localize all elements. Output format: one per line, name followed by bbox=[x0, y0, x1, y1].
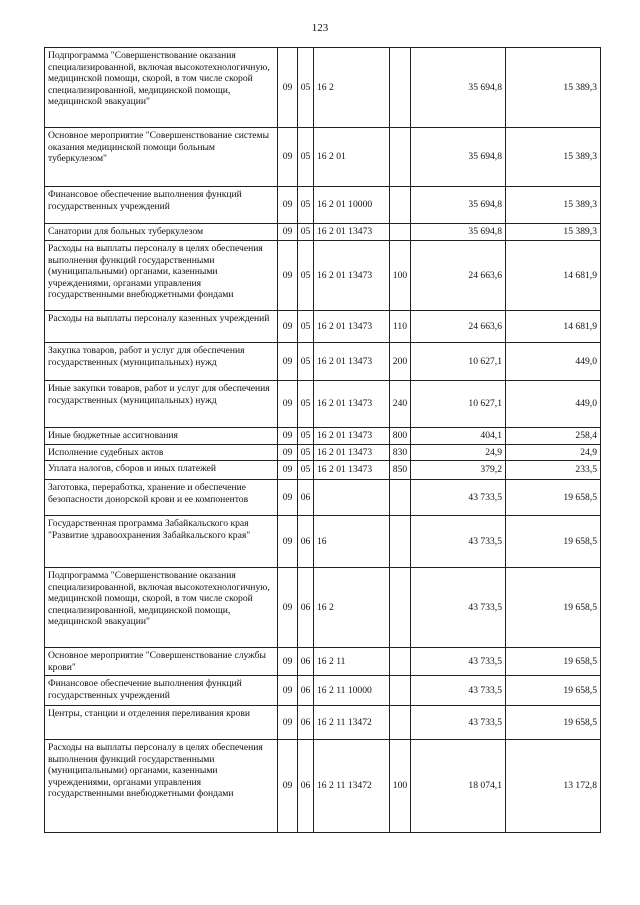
section-code: 09 bbox=[278, 444, 298, 461]
amount-executed: 19 658,5 bbox=[506, 568, 601, 648]
subsection-code: 05 bbox=[298, 343, 314, 381]
expense-type-code bbox=[390, 224, 411, 241]
table-row bbox=[45, 461, 601, 480]
subsection-code: 05 bbox=[298, 381, 314, 428]
table-row bbox=[45, 568, 601, 648]
amount-planned: 43 733,5 bbox=[411, 648, 506, 676]
target-article-code: 16 2 11 bbox=[314, 648, 390, 676]
subsection-code: 05 bbox=[298, 241, 314, 311]
target-article-code bbox=[314, 480, 390, 516]
amount-executed: 13 172,8 bbox=[506, 740, 601, 833]
amount-executed: 19 658,5 bbox=[506, 648, 601, 676]
amount-planned: 43 733,5 bbox=[411, 480, 506, 516]
amount-executed: 19 658,5 bbox=[506, 480, 601, 516]
row-name: Расходы на выплаты персоналу в целях обеспечения выполнения функций государственными (муниципальными) органами, казенными учреждениями, органами управления государственными внебюджетными фондами bbox=[45, 740, 278, 833]
budget-table bbox=[44, 47, 601, 833]
expense-type-code bbox=[390, 516, 411, 568]
subsection-code: 06 bbox=[298, 516, 314, 568]
section-code: 09 bbox=[278, 311, 298, 343]
amount-planned: 24 663,6 bbox=[411, 241, 506, 311]
subsection-code: 06 bbox=[298, 480, 314, 516]
amount-executed: 15 389,3 bbox=[506, 48, 601, 128]
expense-type-code bbox=[390, 706, 411, 740]
section-code: 09 bbox=[278, 381, 298, 428]
table-row bbox=[45, 343, 601, 381]
amount-executed: 15 389,3 bbox=[506, 128, 601, 187]
amount-executed: 15 389,3 bbox=[506, 224, 601, 241]
table-row bbox=[45, 740, 601, 833]
amount-executed: 233,5 bbox=[506, 461, 601, 480]
target-article-code: 16 2 01 13473 bbox=[314, 343, 390, 381]
row-name: Санатории для больных туберкулезом bbox=[45, 224, 278, 241]
section-code: 09 bbox=[278, 648, 298, 676]
target-article-code: 16 2 01 13473 bbox=[314, 224, 390, 241]
subsection-code: 05 bbox=[298, 224, 314, 241]
table-row bbox=[45, 187, 601, 224]
target-article-code: 16 2 11 13472 bbox=[314, 706, 390, 740]
amount-executed: 14 681,9 bbox=[506, 311, 601, 343]
row-name: Центры, станции и отделения переливания крови bbox=[45, 706, 278, 740]
target-article-code: 16 2 01 13473 bbox=[314, 381, 390, 428]
table-row bbox=[45, 706, 601, 740]
section-code: 09 bbox=[278, 128, 298, 187]
row-name: Расходы на выплаты персоналу в целях обеспечения выполнения функций государственными (муниципальными) органами, казенными учреждениями, органами управления государственными внебюджетными фондами bbox=[45, 241, 278, 311]
table-row bbox=[45, 224, 601, 241]
section-code: 09 bbox=[278, 428, 298, 445]
subsection-code: 05 bbox=[298, 48, 314, 128]
target-article-code: 16 2 bbox=[314, 48, 390, 128]
row-name: Иные бюджетные ассигнования bbox=[45, 428, 278, 445]
amount-executed: 24,9 bbox=[506, 444, 601, 461]
page-number: 123 bbox=[311, 22, 329, 34]
row-name: Подпрограмма "Совершенствование оказания специализированной, включая высокотехнологичную, медицинской помощи, скорой, в том числе скорой специализированной, медицинской помощи, медицинской эвакуации" bbox=[45, 568, 278, 648]
budget-table-body bbox=[45, 48, 601, 833]
amount-executed: 15 389,3 bbox=[506, 187, 601, 224]
section-code: 09 bbox=[278, 48, 298, 128]
target-article-code: 16 2 01 bbox=[314, 128, 390, 187]
table-row bbox=[45, 516, 601, 568]
subsection-code: 06 bbox=[298, 676, 314, 706]
section-code: 09 bbox=[278, 706, 298, 740]
amount-executed: 19 658,5 bbox=[506, 676, 601, 706]
expense-type-code bbox=[390, 568, 411, 648]
amount-planned: 43 733,5 bbox=[411, 516, 506, 568]
expense-type-code: 200 bbox=[390, 343, 411, 381]
table-row bbox=[45, 676, 601, 706]
table-row bbox=[45, 311, 601, 343]
amount-planned: 24,9 bbox=[411, 444, 506, 461]
section-code: 09 bbox=[278, 740, 298, 833]
table-row bbox=[45, 428, 601, 445]
amount-planned: 35 694,8 bbox=[411, 224, 506, 241]
row-name: Основное мероприятие "Совершенствование службы крови" bbox=[45, 648, 278, 676]
subsection-code: 05 bbox=[298, 311, 314, 343]
target-article-code: 16 2 01 13473 bbox=[314, 311, 390, 343]
expense-type-code bbox=[390, 128, 411, 187]
row-name: Расходы на выплаты персоналу казенных учреждений bbox=[45, 311, 278, 343]
target-article-code: 16 2 01 13473 bbox=[314, 461, 390, 480]
amount-planned: 43 733,5 bbox=[411, 676, 506, 706]
expense-type-code: 850 bbox=[390, 461, 411, 480]
table-row bbox=[45, 648, 601, 676]
table-row bbox=[45, 381, 601, 428]
target-article-code: 16 2 01 13473 bbox=[314, 444, 390, 461]
target-article-code: 16 2 01 10000 bbox=[314, 187, 390, 224]
section-code: 09 bbox=[278, 676, 298, 706]
target-article-code: 16 2 11 13472 bbox=[314, 740, 390, 833]
section-code: 09 bbox=[278, 568, 298, 648]
table-row bbox=[45, 241, 601, 311]
expense-type-code: 100 bbox=[390, 740, 411, 833]
row-name: Финансовое обеспечение выполнения функций государственных учреждений bbox=[45, 187, 278, 224]
subsection-code: 05 bbox=[298, 461, 314, 480]
target-article-code: 16 2 01 13473 bbox=[314, 428, 390, 445]
table-row bbox=[45, 444, 601, 461]
expense-type-code: 110 bbox=[390, 311, 411, 343]
section-code: 09 bbox=[278, 224, 298, 241]
expense-type-code bbox=[390, 187, 411, 224]
amount-executed: 258,4 bbox=[506, 428, 601, 445]
target-article-code: 16 bbox=[314, 516, 390, 568]
amount-planned: 35 694,8 bbox=[411, 187, 506, 224]
amount-planned: 35 694,8 bbox=[411, 48, 506, 128]
amount-planned: 404,1 bbox=[411, 428, 506, 445]
subsection-code: 05 bbox=[298, 187, 314, 224]
amount-planned: 24 663,6 bbox=[411, 311, 506, 343]
row-name: Уплата налогов, сборов и иных платежей bbox=[45, 461, 278, 480]
amount-planned: 43 733,5 bbox=[411, 706, 506, 740]
amount-planned: 10 627,1 bbox=[411, 381, 506, 428]
expense-type-code: 100 bbox=[390, 241, 411, 311]
amount-planned: 10 627,1 bbox=[411, 343, 506, 381]
expense-type-code bbox=[390, 480, 411, 516]
subsection-code: 05 bbox=[298, 128, 314, 187]
row-name: Заготовка, переработка, хранение и обеспечение безопасности донорской крови и ее компонентов bbox=[45, 480, 278, 516]
section-code: 09 bbox=[278, 480, 298, 516]
amount-planned: 35 694,8 bbox=[411, 128, 506, 187]
table-row bbox=[45, 48, 601, 128]
amount-executed: 449,0 bbox=[506, 381, 601, 428]
section-code: 09 bbox=[278, 343, 298, 381]
section-code: 09 bbox=[278, 187, 298, 224]
subsection-code: 06 bbox=[298, 740, 314, 833]
amount-executed: 19 658,5 bbox=[506, 516, 601, 568]
section-code: 09 bbox=[278, 461, 298, 480]
expense-type-code: 800 bbox=[390, 428, 411, 445]
target-article-code: 16 2 11 10000 bbox=[314, 676, 390, 706]
subsection-code: 06 bbox=[298, 648, 314, 676]
row-name: Иные закупки товаров, работ и услуг для обеспечения государственных (муниципальных) нужд bbox=[45, 381, 278, 428]
target-article-code: 16 2 01 13473 bbox=[314, 241, 390, 311]
expense-type-code: 240 bbox=[390, 381, 411, 428]
amount-planned: 18 074,1 bbox=[411, 740, 506, 833]
amount-executed: 14 681,9 bbox=[506, 241, 601, 311]
row-name: Подпрограмма "Совершенствование оказания специализированной, включая высокотехнологичную, медицинской помощи, скорой, в том числе скорой специализированной, медицинской помощи, медицинской эвакуации" bbox=[45, 48, 278, 128]
expense-type-code: 830 bbox=[390, 444, 411, 461]
subsection-code: 05 bbox=[298, 428, 314, 445]
row-name: Финансовое обеспечение выполнения функций государственных учреждений bbox=[45, 676, 278, 706]
amount-planned: 43 733,5 bbox=[411, 568, 506, 648]
target-article-code: 16 2 bbox=[314, 568, 390, 648]
row-name: Государственная программа Забайкальского края "Развитие здравоохранения Забайкальского края" bbox=[45, 516, 278, 568]
amount-planned: 379,2 bbox=[411, 461, 506, 480]
subsection-code: 06 bbox=[298, 568, 314, 648]
expense-type-code bbox=[390, 48, 411, 128]
table-row bbox=[45, 480, 601, 516]
expense-type-code bbox=[390, 676, 411, 706]
amount-executed: 19 658,5 bbox=[506, 706, 601, 740]
subsection-code: 05 bbox=[298, 444, 314, 461]
section-code: 09 bbox=[278, 516, 298, 568]
subsection-code: 06 bbox=[298, 706, 314, 740]
row-name: Основное мероприятие "Совершенствование системы оказания медицинской помощи больным туберкулезом" bbox=[45, 128, 278, 187]
section-code: 09 bbox=[278, 241, 298, 311]
expense-type-code bbox=[390, 648, 411, 676]
row-name: Закупка товаров, работ и услуг для обеспечения государственных (муниципальных) нужд bbox=[45, 343, 278, 381]
row-name: Исполнение судебных актов bbox=[45, 444, 278, 461]
amount-executed: 449,0 bbox=[506, 343, 601, 381]
table-row bbox=[45, 128, 601, 187]
